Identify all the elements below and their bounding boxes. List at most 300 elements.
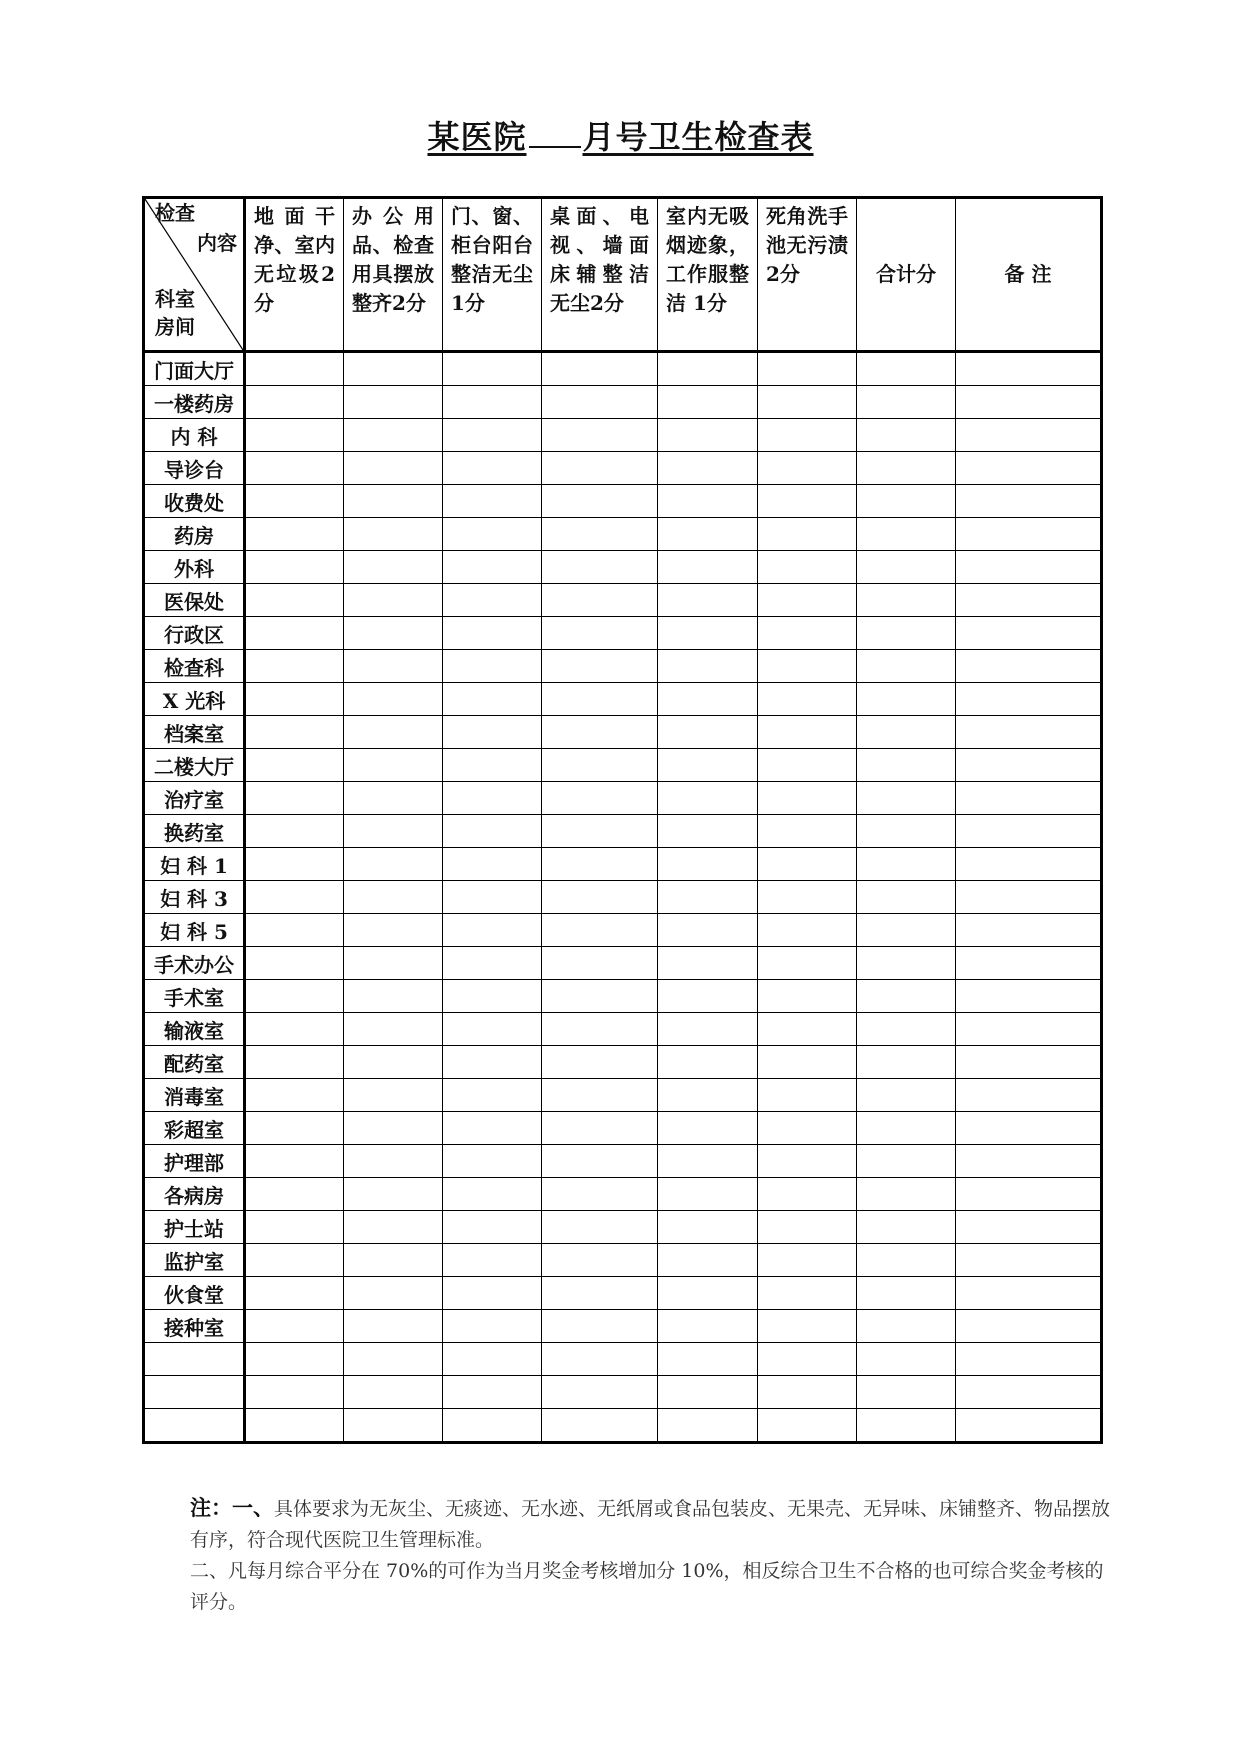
score-cell[interactable] xyxy=(443,1178,542,1211)
score-cell[interactable] xyxy=(658,914,758,947)
score-cell[interactable] xyxy=(443,1145,542,1178)
score-cell[interactable] xyxy=(658,1046,758,1079)
score-cell[interactable] xyxy=(857,518,956,551)
score-cell[interactable] xyxy=(542,352,658,386)
score-cell[interactable] xyxy=(542,782,658,815)
score-cell[interactable] xyxy=(658,419,758,452)
table-row xyxy=(144,1145,1102,1178)
score-cell[interactable] xyxy=(245,980,344,1013)
score-cell[interactable] xyxy=(758,1112,857,1145)
score-cell[interactable] xyxy=(956,848,1102,881)
score-cell[interactable] xyxy=(344,1211,443,1244)
score-cell[interactable] xyxy=(758,518,857,551)
score-cell[interactable] xyxy=(758,1343,857,1376)
score-cell[interactable] xyxy=(956,1112,1102,1145)
score-cell[interactable] xyxy=(245,386,344,419)
score-cell[interactable] xyxy=(344,551,443,584)
score-cell[interactable] xyxy=(245,1178,344,1211)
column-header-no-smoking: 室内无吸烟迹象，工作服整洁 1分 xyxy=(658,198,758,352)
score-cell[interactable] xyxy=(758,1046,857,1079)
score-cell[interactable] xyxy=(542,749,658,782)
score-cell[interactable] xyxy=(758,914,857,947)
score-cell[interactable] xyxy=(658,1310,758,1343)
score-cell[interactable] xyxy=(344,749,443,782)
score-cell[interactable] xyxy=(245,1145,344,1178)
score-cell[interactable] xyxy=(245,650,344,683)
table-row xyxy=(144,551,1102,584)
score-cell[interactable] xyxy=(758,1145,857,1178)
score-cell[interactable] xyxy=(245,914,344,947)
column-header-sink: 死角洗手池无污渍 2分 xyxy=(758,198,857,352)
score-cell[interactable] xyxy=(857,452,956,485)
score-cell[interactable] xyxy=(658,683,758,716)
score-cell[interactable] xyxy=(344,1277,443,1310)
score-cell[interactable] xyxy=(758,749,857,782)
score-cell[interactable] xyxy=(956,518,1102,551)
score-cell[interactable] xyxy=(857,650,956,683)
score-cell[interactable] xyxy=(245,815,344,848)
score-cell[interactable] xyxy=(758,1310,857,1343)
score-cell[interactable] xyxy=(542,815,658,848)
score-cell[interactable] xyxy=(758,452,857,485)
score-cell[interactable] xyxy=(758,815,857,848)
score-cell[interactable] xyxy=(758,1178,857,1211)
score-cell[interactable] xyxy=(443,1376,542,1409)
score-cell[interactable] xyxy=(443,1310,542,1343)
score-cell[interactable] xyxy=(857,914,956,947)
table-row xyxy=(144,815,1102,848)
score-cell[interactable] xyxy=(658,352,758,386)
score-cell[interactable] xyxy=(758,1277,857,1310)
score-cell[interactable] xyxy=(857,1343,956,1376)
score-cell[interactable] xyxy=(857,1244,956,1277)
score-cell[interactable] xyxy=(443,650,542,683)
score-cell[interactable] xyxy=(956,947,1102,980)
score-cell[interactable] xyxy=(758,1244,857,1277)
corner-label-content: 内容 xyxy=(197,231,237,255)
score-cell[interactable] xyxy=(245,551,344,584)
score-cell[interactable] xyxy=(542,683,658,716)
score-cell[interactable] xyxy=(857,1079,956,1112)
score-cell[interactable] xyxy=(658,452,758,485)
table-row xyxy=(144,1013,1102,1046)
score-cell[interactable] xyxy=(658,1376,758,1409)
score-cell[interactable] xyxy=(245,352,344,386)
score-cell[interactable] xyxy=(658,1277,758,1310)
score-cell[interactable] xyxy=(956,1376,1102,1409)
score-cell[interactable] xyxy=(956,1409,1102,1443)
score-cell[interactable] xyxy=(245,1376,344,1409)
room-name-cell: 手术室 xyxy=(144,980,245,1013)
score-cell[interactable] xyxy=(443,683,542,716)
score-cell[interactable] xyxy=(956,815,1102,848)
score-cell[interactable] xyxy=(658,1343,758,1376)
note-1-text: 具体要求为无灰尘、无痰迹、无水迹、无纸屑或食品包装皮、无果壳、无异味、床铺整齐、物品摆放有序，符合现代医院卫生管理标准。 xyxy=(190,1498,1111,1551)
score-cell[interactable] xyxy=(857,683,956,716)
score-cell[interactable] xyxy=(857,1178,956,1211)
title-sheet-name: 月号卫生检查表 xyxy=(582,118,814,156)
score-cell[interactable] xyxy=(344,485,443,518)
score-cell[interactable] xyxy=(542,1046,658,1079)
score-cell[interactable] xyxy=(956,650,1102,683)
score-cell[interactable] xyxy=(245,1013,344,1046)
score-cell[interactable] xyxy=(758,650,857,683)
score-cell[interactable] xyxy=(758,716,857,749)
table-row xyxy=(144,1079,1102,1112)
room-name-cell: 彩超室 xyxy=(144,1112,245,1145)
score-cell[interactable] xyxy=(857,1211,956,1244)
score-cell[interactable] xyxy=(542,386,658,419)
score-cell[interactable] xyxy=(344,716,443,749)
score-cell[interactable] xyxy=(658,1079,758,1112)
score-cell[interactable] xyxy=(344,1079,443,1112)
score-cell[interactable] xyxy=(344,584,443,617)
score-cell[interactable] xyxy=(245,683,344,716)
score-cell[interactable] xyxy=(443,419,542,452)
score-cell[interactable] xyxy=(857,352,956,386)
score-cell[interactable] xyxy=(443,980,542,1013)
score-cell[interactable] xyxy=(245,617,344,650)
score-cell[interactable] xyxy=(658,1178,758,1211)
score-cell[interactable] xyxy=(956,980,1102,1013)
table-row xyxy=(144,1376,1102,1409)
score-cell[interactable] xyxy=(443,947,542,980)
score-cell[interactable] xyxy=(245,1409,344,1443)
score-cell[interactable] xyxy=(245,1079,344,1112)
score-cell[interactable] xyxy=(542,1178,658,1211)
score-cell[interactable] xyxy=(443,1046,542,1079)
score-cell[interactable] xyxy=(956,551,1102,584)
score-cell[interactable] xyxy=(443,1277,542,1310)
score-cell[interactable] xyxy=(245,1244,344,1277)
score-cell[interactable] xyxy=(956,716,1102,749)
score-cell[interactable] xyxy=(245,1112,344,1145)
score-cell[interactable] xyxy=(956,1343,1102,1376)
score-cell[interactable] xyxy=(956,881,1102,914)
score-cell[interactable] xyxy=(542,980,658,1013)
score-cell[interactable] xyxy=(956,1244,1102,1277)
score-cell[interactable] xyxy=(857,1145,956,1178)
score-cell[interactable] xyxy=(344,848,443,881)
score-cell[interactable] xyxy=(344,683,443,716)
score-cell[interactable] xyxy=(443,352,542,386)
room-name-cell: 治疗室 xyxy=(144,782,245,815)
score-cell[interactable] xyxy=(344,1013,443,1046)
score-cell[interactable] xyxy=(542,881,658,914)
score-cell[interactable] xyxy=(658,815,758,848)
score-cell[interactable] xyxy=(245,419,344,452)
score-cell[interactable] xyxy=(443,551,542,584)
score-cell[interactable] xyxy=(857,1310,956,1343)
inspection-table xyxy=(142,196,1103,1444)
score-cell[interactable] xyxy=(658,881,758,914)
score-cell[interactable] xyxy=(542,650,658,683)
score-cell[interactable] xyxy=(443,1112,542,1145)
score-cell[interactable] xyxy=(542,1211,658,1244)
score-cell[interactable] xyxy=(344,914,443,947)
score-cell[interactable] xyxy=(443,914,542,947)
score-cell[interactable] xyxy=(857,1409,956,1443)
score-cell[interactable] xyxy=(857,1013,956,1046)
score-cell[interactable] xyxy=(758,551,857,584)
score-cell[interactable] xyxy=(956,485,1102,518)
score-cell[interactable] xyxy=(542,551,658,584)
score-cell[interactable] xyxy=(344,782,443,815)
score-cell[interactable] xyxy=(857,551,956,584)
score-cell[interactable] xyxy=(344,650,443,683)
score-cell[interactable] xyxy=(857,980,956,1013)
score-cell[interactable] xyxy=(758,1409,857,1443)
score-cell[interactable] xyxy=(344,452,443,485)
score-cell[interactable] xyxy=(245,749,344,782)
score-cell[interactable] xyxy=(658,386,758,419)
room-name-cell: 消毒室 xyxy=(144,1079,245,1112)
room-name-cell: 换药室 xyxy=(144,815,245,848)
score-cell[interactable] xyxy=(658,1409,758,1443)
room-name-cell: 二楼大厅 xyxy=(144,749,245,782)
table-row xyxy=(144,749,1102,782)
score-cell[interactable] xyxy=(344,1112,443,1145)
score-cell[interactable] xyxy=(956,914,1102,947)
score-cell[interactable] xyxy=(245,716,344,749)
score-cell[interactable] xyxy=(758,386,857,419)
score-cell[interactable] xyxy=(344,1046,443,1079)
score-cell[interactable] xyxy=(542,1343,658,1376)
score-cell[interactable] xyxy=(344,947,443,980)
score-cell[interactable] xyxy=(758,419,857,452)
score-cell[interactable] xyxy=(443,584,542,617)
score-cell[interactable] xyxy=(542,617,658,650)
score-cell[interactable] xyxy=(542,518,658,551)
score-cell[interactable] xyxy=(443,485,542,518)
score-cell[interactable] xyxy=(245,881,344,914)
score-cell[interactable] xyxy=(443,782,542,815)
score-cell[interactable] xyxy=(758,782,857,815)
score-cell[interactable] xyxy=(658,485,758,518)
score-cell[interactable] xyxy=(956,386,1102,419)
score-cell[interactable] xyxy=(443,452,542,485)
score-cell[interactable] xyxy=(245,1211,344,1244)
score-cell[interactable] xyxy=(956,1178,1102,1211)
score-cell[interactable] xyxy=(443,1079,542,1112)
score-cell[interactable] xyxy=(542,1145,658,1178)
note-1 xyxy=(190,1492,1110,1556)
score-cell[interactable] xyxy=(443,386,542,419)
score-cell[interactable] xyxy=(658,980,758,1013)
score-cell[interactable] xyxy=(344,1244,443,1277)
table-row xyxy=(144,1112,1102,1145)
score-cell[interactable] xyxy=(758,980,857,1013)
score-cell[interactable] xyxy=(758,617,857,650)
score-cell[interactable] xyxy=(857,584,956,617)
score-cell[interactable] xyxy=(344,518,443,551)
score-cell[interactable] xyxy=(245,518,344,551)
score-cell[interactable] xyxy=(542,1244,658,1277)
score-cell[interactable] xyxy=(542,1079,658,1112)
score-cell[interactable] xyxy=(956,749,1102,782)
score-cell[interactable] xyxy=(542,1310,658,1343)
score-cell[interactable] xyxy=(658,716,758,749)
score-cell[interactable] xyxy=(344,1343,443,1376)
score-cell[interactable] xyxy=(245,485,344,518)
score-cell[interactable] xyxy=(758,1376,857,1409)
score-cell[interactable] xyxy=(542,716,658,749)
score-cell[interactable] xyxy=(542,1376,658,1409)
table-row xyxy=(144,650,1102,683)
score-cell[interactable] xyxy=(956,1310,1102,1343)
score-cell[interactable] xyxy=(245,947,344,980)
score-cell[interactable] xyxy=(658,1013,758,1046)
score-cell[interactable] xyxy=(344,980,443,1013)
score-cell[interactable] xyxy=(658,749,758,782)
score-cell[interactable] xyxy=(443,1211,542,1244)
score-cell[interactable] xyxy=(443,716,542,749)
table-row xyxy=(144,1211,1102,1244)
score-cell[interactable] xyxy=(443,1013,542,1046)
score-cell[interactable] xyxy=(658,848,758,881)
score-cell[interactable] xyxy=(658,584,758,617)
score-cell[interactable] xyxy=(658,1211,758,1244)
score-cell[interactable] xyxy=(542,452,658,485)
room-name-cell: 门面大厅 xyxy=(144,352,245,386)
score-cell[interactable] xyxy=(542,1013,658,1046)
score-cell[interactable] xyxy=(245,452,344,485)
score-cell[interactable] xyxy=(344,419,443,452)
room-name-cell: 行政区 xyxy=(144,617,245,650)
score-cell[interactable] xyxy=(857,1112,956,1145)
table-row xyxy=(144,386,1102,419)
score-cell[interactable] xyxy=(956,419,1102,452)
score-cell[interactable] xyxy=(542,584,658,617)
score-cell[interactable] xyxy=(956,452,1102,485)
score-cell[interactable] xyxy=(344,386,443,419)
score-cell[interactable] xyxy=(857,881,956,914)
score-cell[interactable] xyxy=(956,1046,1102,1079)
column-header-floor: 地面干净、室内无垃圾2分 xyxy=(245,198,344,352)
score-cell[interactable] xyxy=(542,419,658,452)
score-cell[interactable] xyxy=(758,947,857,980)
score-cell[interactable] xyxy=(542,947,658,980)
score-cell[interactable] xyxy=(857,419,956,452)
score-cell[interactable] xyxy=(443,848,542,881)
score-cell[interactable] xyxy=(542,1112,658,1145)
score-cell[interactable] xyxy=(344,1178,443,1211)
score-cell[interactable] xyxy=(245,1277,344,1310)
score-cell[interactable] xyxy=(857,848,956,881)
score-cell[interactable] xyxy=(758,485,857,518)
score-cell[interactable] xyxy=(857,1277,956,1310)
score-cell[interactable] xyxy=(857,716,956,749)
room-name-cell xyxy=(144,1343,245,1376)
score-cell[interactable] xyxy=(956,617,1102,650)
score-cell[interactable] xyxy=(857,485,956,518)
table-row xyxy=(144,1178,1102,1211)
column-header-total: 合计分 xyxy=(857,198,956,352)
score-cell[interactable] xyxy=(658,947,758,980)
room-name-cell xyxy=(144,1376,245,1409)
score-cell[interactable] xyxy=(658,518,758,551)
score-cell[interactable] xyxy=(542,848,658,881)
score-cell[interactable] xyxy=(245,1343,344,1376)
score-cell[interactable] xyxy=(443,1409,542,1443)
score-cell[interactable] xyxy=(344,617,443,650)
corner-label-room: 房间 xyxy=(155,315,195,339)
score-cell[interactable] xyxy=(956,584,1102,617)
score-cell[interactable] xyxy=(344,1409,443,1443)
score-cell[interactable] xyxy=(956,1013,1102,1046)
score-cell[interactable] xyxy=(245,584,344,617)
score-cell[interactable] xyxy=(658,650,758,683)
score-cell[interactable] xyxy=(245,782,344,815)
score-cell[interactable] xyxy=(443,1343,542,1376)
score-cell[interactable] xyxy=(857,617,956,650)
score-cell[interactable] xyxy=(956,1145,1102,1178)
score-cell[interactable] xyxy=(344,352,443,386)
column-header-remarks: 备 注 xyxy=(956,198,1102,352)
score-cell[interactable] xyxy=(758,584,857,617)
score-cell[interactable] xyxy=(658,551,758,584)
score-cell[interactable] xyxy=(857,782,956,815)
score-cell[interactable] xyxy=(443,749,542,782)
room-name-cell: 妇 科 3 xyxy=(144,881,245,914)
score-cell[interactable] xyxy=(857,1376,956,1409)
score-cell[interactable] xyxy=(857,815,956,848)
score-cell[interactable] xyxy=(956,1079,1102,1112)
score-cell[interactable] xyxy=(344,881,443,914)
score-cell[interactable] xyxy=(443,1244,542,1277)
score-cell[interactable] xyxy=(245,1310,344,1343)
score-cell[interactable] xyxy=(857,749,956,782)
score-cell[interactable] xyxy=(758,683,857,716)
header-row xyxy=(144,198,1102,352)
score-cell[interactable] xyxy=(542,1277,658,1310)
score-cell[interactable] xyxy=(956,683,1102,716)
score-cell[interactable] xyxy=(344,1145,443,1178)
score-cell[interactable] xyxy=(344,815,443,848)
table-row xyxy=(144,452,1102,485)
score-cell[interactable] xyxy=(758,1079,857,1112)
score-cell[interactable] xyxy=(443,518,542,551)
score-cell[interactable] xyxy=(956,1277,1102,1310)
score-cell[interactable] xyxy=(542,485,658,518)
score-cell[interactable] xyxy=(857,386,956,419)
score-cell[interactable] xyxy=(857,1046,956,1079)
score-cell[interactable] xyxy=(245,848,344,881)
score-cell[interactable] xyxy=(758,848,857,881)
score-cell[interactable] xyxy=(443,815,542,848)
score-cell[interactable] xyxy=(758,352,857,386)
score-cell[interactable] xyxy=(344,1310,443,1343)
score-cell[interactable] xyxy=(658,782,758,815)
score-cell[interactable] xyxy=(245,1046,344,1079)
score-cell[interactable] xyxy=(956,352,1102,386)
score-cell[interactable] xyxy=(857,947,956,980)
score-cell[interactable] xyxy=(344,1376,443,1409)
score-cell[interactable] xyxy=(542,1409,658,1443)
score-cell[interactable] xyxy=(658,1112,758,1145)
score-cell[interactable] xyxy=(758,1211,857,1244)
score-cell[interactable] xyxy=(758,881,857,914)
score-cell[interactable] xyxy=(443,881,542,914)
score-cell[interactable] xyxy=(956,1211,1102,1244)
score-cell[interactable] xyxy=(542,914,658,947)
score-cell[interactable] xyxy=(658,1244,758,1277)
score-cell[interactable] xyxy=(658,617,758,650)
score-cell[interactable] xyxy=(443,617,542,650)
score-cell[interactable] xyxy=(956,782,1102,815)
score-cell[interactable] xyxy=(658,1145,758,1178)
score-cell[interactable] xyxy=(758,1013,857,1046)
